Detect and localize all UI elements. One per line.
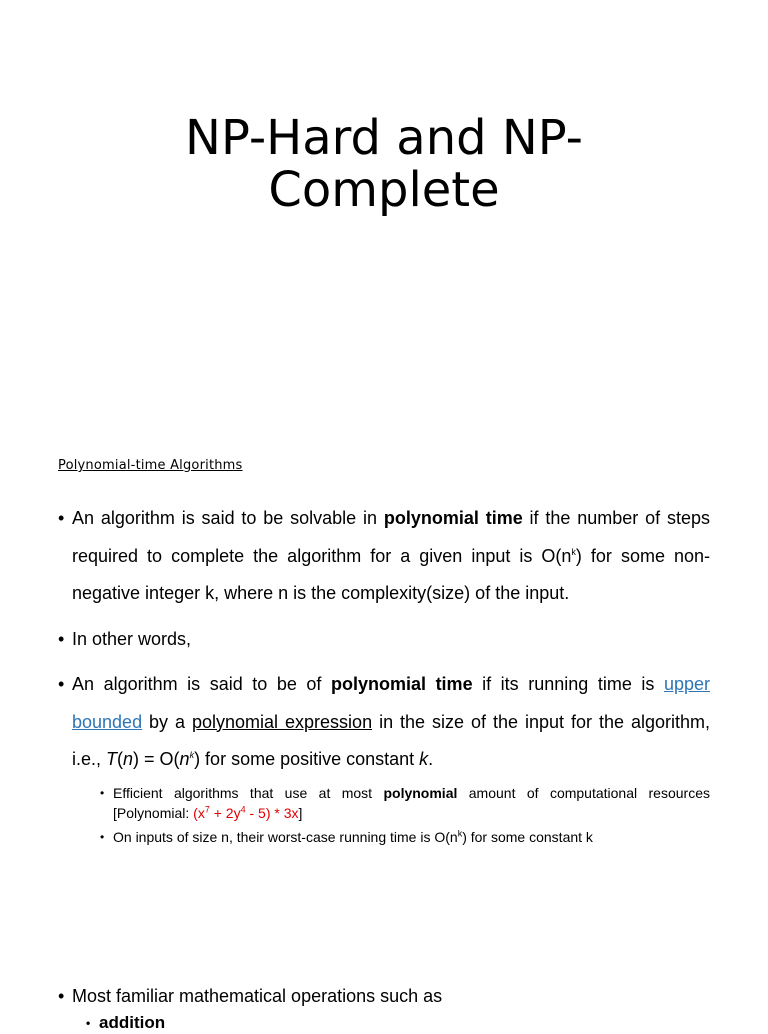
- bold-term: polynomial time: [331, 674, 473, 694]
- title-line-2: Complete: [268, 162, 500, 218]
- text-run: (: [117, 749, 124, 769]
- upper-bounded-link[interactable]: upper bounded: [72, 674, 710, 732]
- text-run: In other words,: [72, 628, 192, 649]
- bold-term: polynomial time: [383, 508, 523, 528]
- superscript: k: [189, 750, 195, 760]
- title-line-1: NP-Hard and NP-: [185, 110, 583, 166]
- superscript: k: [571, 546, 576, 557]
- sub-bullet-list: [86, 1012, 718, 1034]
- bold-term: polynomial: [383, 784, 458, 801]
- text-run: if the number of steps required to complete the algorithm for a given input is O(n: [72, 508, 710, 566]
- bullet-in-other-words: [58, 621, 710, 659]
- underlined-term: polynomial expression: [192, 711, 373, 732]
- section-heading: Polynomial-time Algorithms: [58, 458, 243, 473]
- bullet-dot: •: [58, 508, 65, 528]
- bullet-dot: •: [58, 628, 65, 649]
- italic-var: n: [123, 749, 134, 769]
- text-run: An algorithm is said to be solvable in: [72, 508, 384, 528]
- bullet-math-operations: [58, 982, 718, 1010]
- text-run: in the size of the input for the algorithm, i.e.,: [72, 711, 711, 769]
- italic-var: n: [179, 749, 190, 769]
- italic-var: k: [419, 749, 429, 769]
- bullet-dot: •: [100, 829, 105, 844]
- text-run: An algorithm is said to be of: [72, 674, 331, 694]
- text-run: addition: [99, 1013, 166, 1032]
- text-run: by a: [142, 711, 193, 732]
- bullet-list-continued: [58, 982, 718, 1034]
- bullet-dot: •: [100, 785, 105, 800]
- superscript: 4: [240, 803, 246, 814]
- red-formula: + 2y: [209, 804, 241, 821]
- sub-bullet-efficient-algorithms: [100, 783, 710, 823]
- superscript: 7: [204, 803, 210, 814]
- bullet-dot: •: [58, 674, 65, 694]
- text-run: ]: [298, 804, 303, 821]
- bullet-upper-bounded: [58, 666, 710, 847]
- superscript: k: [457, 827, 463, 838]
- page-title: [0, 112, 768, 216]
- text-run: ) for some positive constant: [194, 749, 420, 769]
- italic-var: T: [106, 749, 118, 769]
- sub-bullet-addition: [86, 1012, 718, 1034]
- bullet-polynomial-definition: [58, 500, 710, 613]
- sub-bullet-list: [100, 783, 710, 847]
- text-run: Most familiar mathematical operations such as: [72, 986, 443, 1006]
- red-formula: (x: [193, 804, 205, 821]
- text-run: .: [428, 749, 434, 769]
- bullet-list: [58, 500, 710, 847]
- text-run: ) = O(: [133, 749, 180, 769]
- text-run: Efficient algorithms that use at most: [113, 784, 384, 801]
- bullet-dot: •: [86, 1016, 91, 1030]
- text-run: On inputs of size n, their worst-case running time is O(n: [113, 828, 458, 845]
- bullet-dot: •: [58, 986, 65, 1006]
- text-run: if its running time is: [472, 674, 664, 694]
- red-formula: - 5) * 3x: [245, 804, 299, 821]
- text-run: ) for some constant k: [462, 828, 593, 845]
- text-run: amount of computational resources [Polynomial:: [113, 784, 710, 821]
- sub-bullet-worst-case: [100, 827, 710, 847]
- text-run: ) for some non-negative integer k, where n is the complexity(size) of the input.: [72, 545, 710, 603]
